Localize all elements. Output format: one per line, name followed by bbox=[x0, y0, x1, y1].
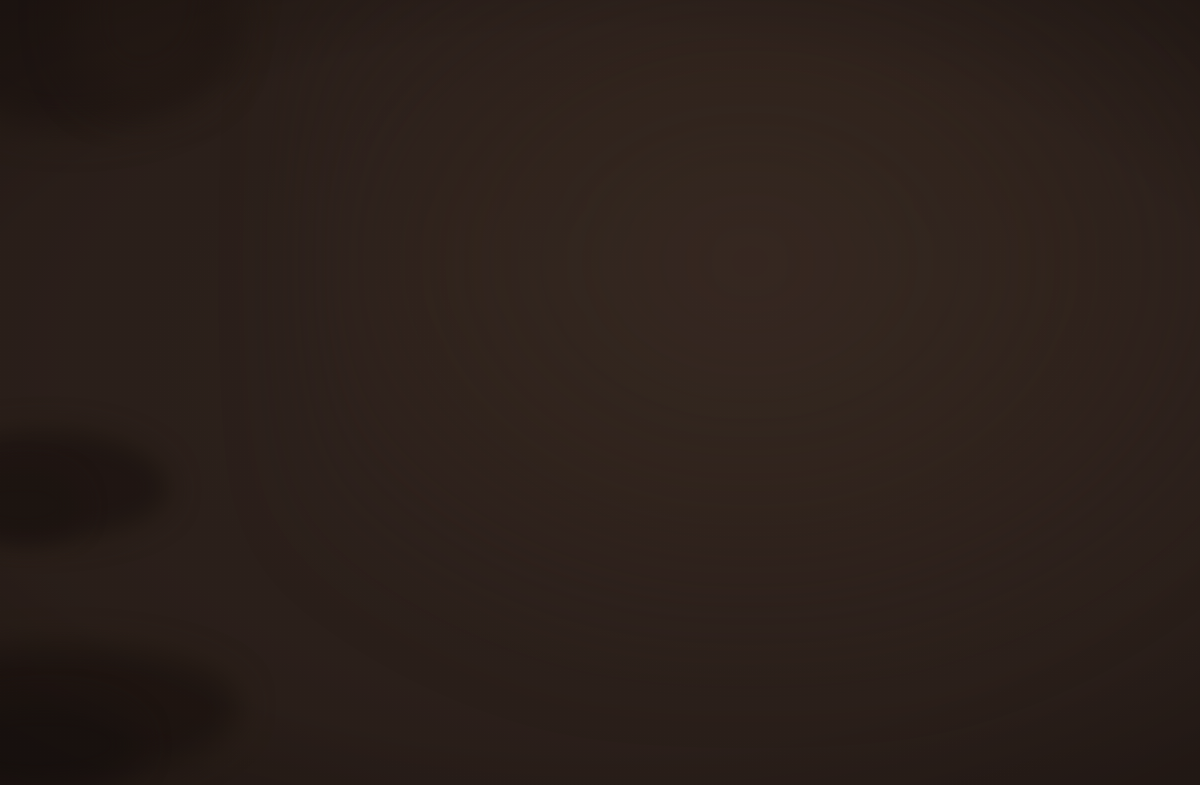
central-haze-region bbox=[300, 0, 1200, 680]
